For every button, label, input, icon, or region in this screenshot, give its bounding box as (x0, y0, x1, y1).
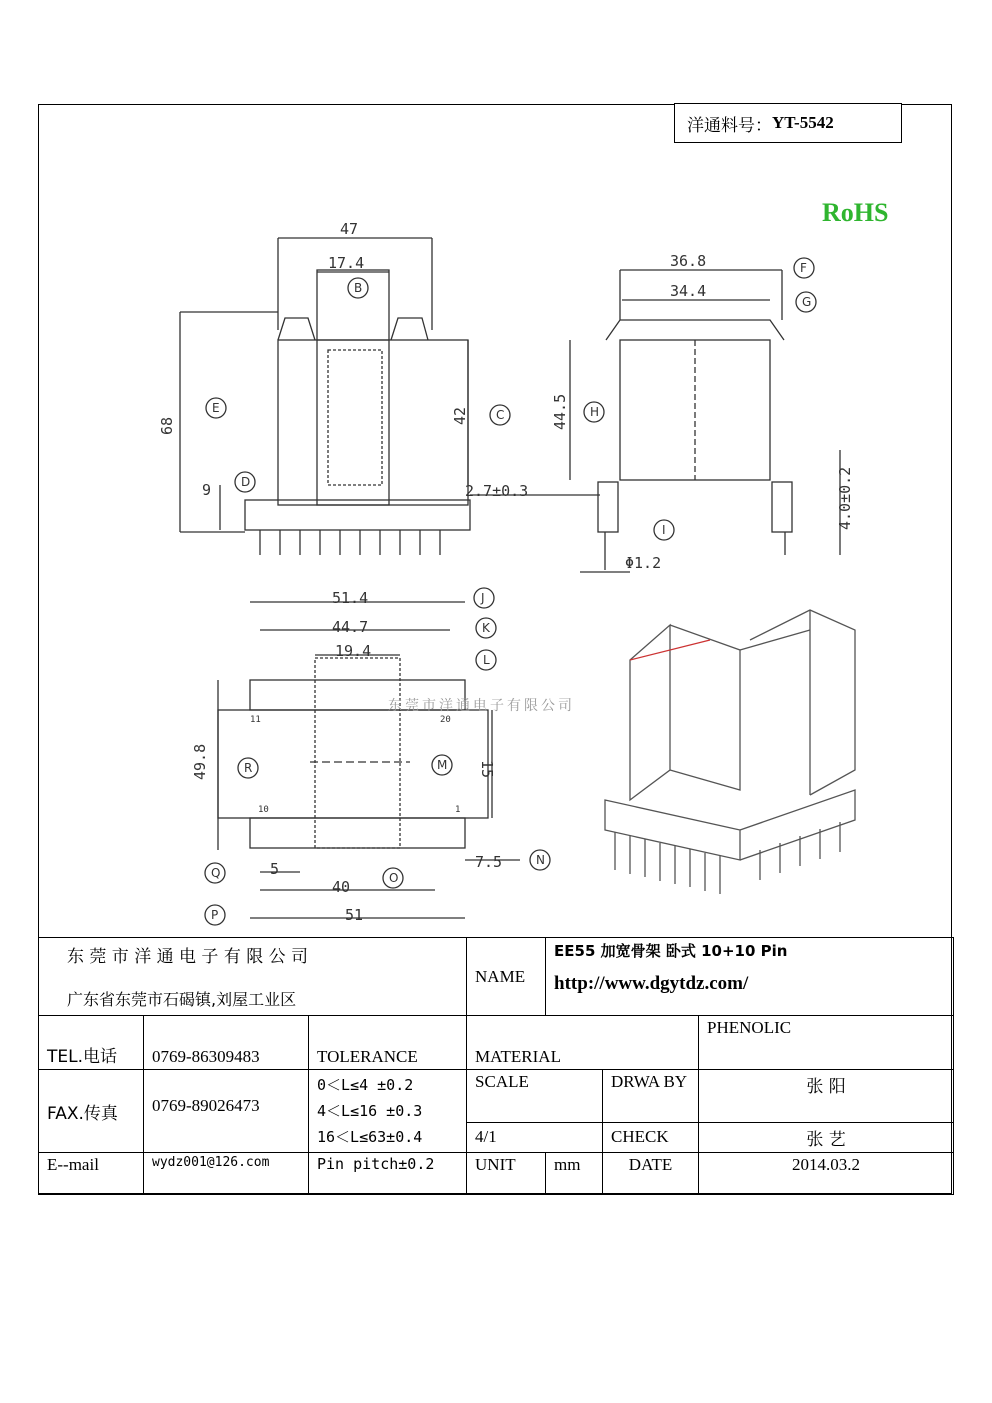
marker-q: Q (211, 866, 221, 880)
marker-b: B (354, 281, 363, 295)
pin-1-label: 1 (455, 805, 461, 815)
company-name: 东 莞 市 洋 通 电 子 有 限 公 司 (67, 947, 309, 967)
dim-phi-1-2: Φ1.2 (625, 554, 662, 572)
dim-7-5: 7.5 (475, 853, 503, 871)
drawn-value: 张 阳 (699, 1070, 954, 1123)
dim-44-7: 44.7 (332, 618, 369, 636)
dim-42: 42 (451, 406, 469, 425)
rohs-mark: RoHS (822, 198, 889, 227)
tolerance-row-4: Pin pitch±0.2 (309, 1153, 467, 1195)
marker-h: H (590, 405, 600, 419)
dim-34-4: 34.4 (670, 282, 707, 300)
dim-51: 51 (345, 906, 364, 924)
dim-9: 9 (202, 481, 212, 499)
check-label: CHECK (603, 1122, 699, 1152)
drawn-label: DRWA BY (603, 1070, 699, 1123)
isometric-view (605, 610, 855, 894)
marker-f: F (800, 261, 807, 275)
reference-markers (205, 258, 816, 925)
email-label: E--mail (39, 1153, 144, 1195)
front-view (180, 238, 600, 555)
product-name: EE55 加宽骨架 卧式 10+10 Pin (554, 942, 788, 960)
material-label: MATERIAL (467, 1016, 699, 1070)
fax-label: FAX.传真 (39, 1070, 144, 1153)
pin-11-label: 11 (250, 715, 261, 725)
dim-19-4: 19.4 (335, 642, 372, 660)
marker-n: N (536, 853, 545, 867)
tel-label: TEL.电话 (39, 1016, 144, 1070)
part-number-label: 洋通料号： (687, 115, 772, 136)
marker-d: D (241, 475, 251, 489)
marker-e: E (212, 401, 220, 415)
scale-value: 4/1 (467, 1122, 603, 1152)
fax-value: 0769-89026473 (144, 1070, 309, 1153)
tolerance-row-1: 0＜L≤4 ±0.2 (317, 1076, 414, 1094)
dim-36-8: 36.8 (670, 252, 707, 270)
email-value[interactable]: wydz001@126.com (144, 1153, 309, 1195)
date-value: 2014.03.2 (699, 1153, 954, 1195)
tel-value: 0769-86309483 (144, 1016, 309, 1070)
technical-drawing (110, 210, 870, 930)
date-label: DATE (603, 1153, 699, 1195)
dim-2-7: 2.7±0.3 (465, 482, 529, 500)
side-view (570, 270, 840, 572)
marker-c: C (496, 408, 505, 422)
pin-10-label: 10 (258, 805, 269, 815)
website-link[interactable]: http://www.dgytdz.com/ (554, 973, 749, 994)
check-value: 张 艺 (699, 1122, 954, 1152)
dim-49-8: 49.8 (191, 743, 209, 780)
dim-68: 68 (158, 416, 176, 435)
dim-47: 47 (340, 220, 359, 238)
name-label: NAME (467, 938, 546, 1016)
scale-label: SCALE (467, 1070, 603, 1123)
tolerance-label: TOLERANCE (309, 1016, 467, 1070)
marker-i: I (662, 523, 666, 537)
marker-m: M (437, 758, 448, 772)
dim-4-0: 4.0±0.2 (836, 466, 854, 530)
part-number-box (674, 103, 902, 143)
marker-g: G (802, 295, 812, 309)
dim-5: 5 (270, 860, 280, 878)
marker-o: O (389, 871, 399, 885)
marker-k: K (482, 621, 490, 635)
tolerance-row-3: 16＜L≤63±0.4 (317, 1128, 423, 1146)
marker-p: P (211, 908, 219, 922)
dim-51-4: 51.4 (332, 589, 369, 607)
dim-15: 15 (478, 760, 496, 779)
dim-40: 40 (332, 878, 351, 896)
marker-r: R (244, 761, 253, 775)
company-watermark: 东莞市洋通电子有限公司 (388, 698, 575, 714)
pin-20-label: 20 (440, 715, 451, 725)
dim-17-4: 17.4 (328, 254, 365, 272)
company-address: 广东省东莞市石碣镇,刘屋工业区 (67, 990, 297, 1009)
unit-label: UNIT (467, 1153, 546, 1195)
title-block (38, 937, 954, 1195)
material-value: PHENOLIC (699, 1016, 954, 1070)
marker-j: J (481, 591, 485, 605)
part-number-value: YT-5542 (772, 113, 834, 132)
marker-l: L (483, 653, 490, 667)
dim-44-5: 44.5 (551, 393, 569, 430)
unit-value: mm (546, 1153, 603, 1195)
tolerance-row-2: 4＜L≤16 ±0.3 (317, 1102, 423, 1120)
